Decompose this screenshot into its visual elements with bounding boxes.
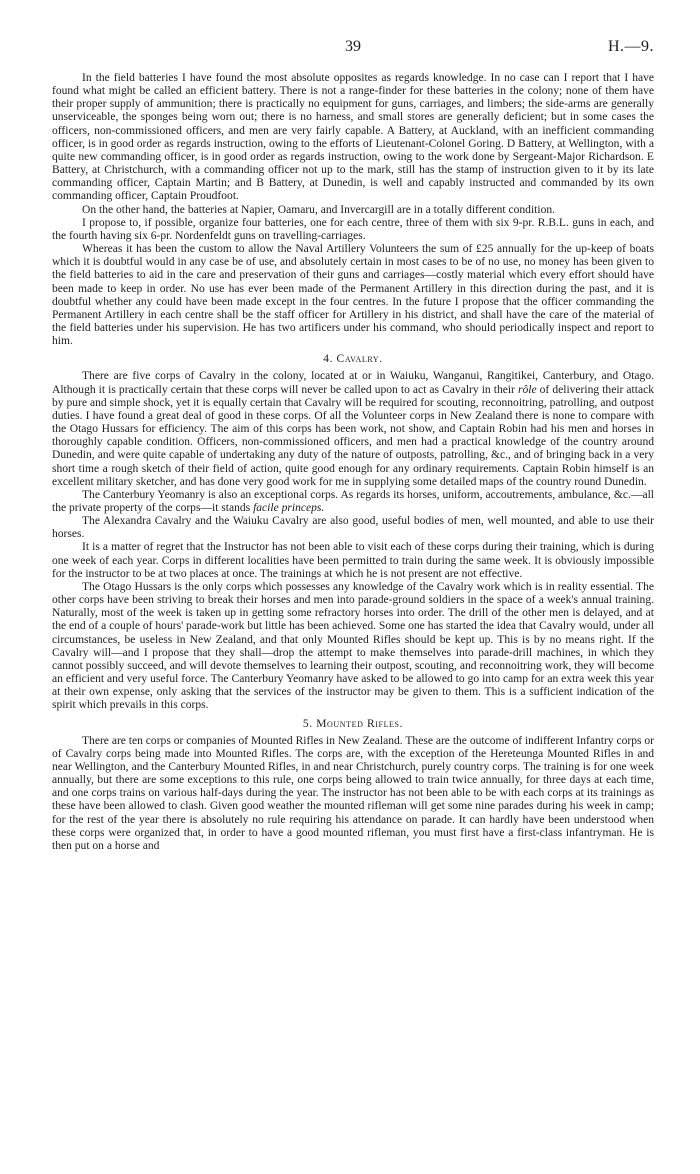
yeomanry-text: The Canterbury Yeomanry is also an exceptional corps. As regards its horses, uniform, accoutrements, ambulance, &c.—all the private property of the corps—it stands <box>52 488 654 514</box>
paragraph-instructor-visits: It is a matter of regret that the Instructor has not been able to visit each of these corps during their training, which is during one week of each year. Corps in different localities have been permitted to train during the same week. It is obviously impossible for the instructor to be at two places at once. The trainings at which he is not present are not effective. <box>52 541 654 580</box>
paragraph-otago-hussars: The Otago Hussars is the only corps which possesses any knowledge of the Cavalry work which is in reality essential. The other corps have been striving to break their horses and men into parade-ground soldiers in the space of a week's annual training. Naturally, most of the week is taken up in getting some refractory horses into order. The drill of the other men is delayed, and at the end of a couple of hours' parade-work but little has been achieved. Some one has started the idea that Cavalry would, under all circumstances, be useless in New Zealand, and that only Mounted Rifles should be kept up. This is by no means right. If the Cavalry will—and I propose that they shall—drop the attempt to make themselves into parade-drill machines, in which they cannot possibly succeed, and will devote themselves to learning their outpost, scouting, and reconnoitring work, they will become an efficient and very useful force. The Canterbury Yeomanry have asked to be allowed to go into camp for an extra week this year at their own expense, only asking that the services of the instructor may be given to them. This is a sufficient indication of the spirit which prevails in this corps. <box>52 580 654 712</box>
section-heading-mounted-rifles: 5. Mounted Rifles. <box>302 717 404 730</box>
paragraph-cavalry-corps <box>52 370 654 488</box>
running-header <box>52 36 654 72</box>
section-heading-cavalry: 4. Cavalry. <box>323 353 383 366</box>
paragraph-field-batteries: In the field batteries I have found the most absolute opposites as regards knowledge. In no case can I report that I have found what might be called an efficient battery. There is not a range-finder for these batteries in the colony; none of them have their proper supply of ammunition; there is practically no equipment for guns, carriages, and limbers; the side-arms are generally unserviceable, the sponges being worn out; there is no harness, and small stores are generally deficient; but in some cases the officers, non-commissioned officers, and men are very fairly capable. A Battery, at Auckland, with an inefficient commanding officer, is in good order as regards instruction, owing to the efforts of Lieutenant-Colonel Goring. D Battery, at Wellington, with a quite new commanding officer, is in good order as regards instruction, owing to the work done by Sergeant-Major Richardson. E Battery, at Christchurch, with a commanding officer not up to the mark, still has the stamp of instruction given to it by its late commanding officer, Captain Martin; and B Battery, at Dunedin, is well and capably instructed and commanded by its own commanding officer, Captain Proudfoot. <box>52 72 654 203</box>
paragraph-alexandra-waiuku: The Alexandra Cavalry and the Waiuku Cavalry are also good, useful bodies of men, well mounted, and able to use their horses. <box>52 515 654 541</box>
paragraph-organize-batteries: I propose to, if possible, organize four batteries, one for each centre, three of them with six 9-pr. R.B.L. guns in each, and the fourth having six 6-pr. Nordenfeldt guns on travelling-carriages. <box>52 216 654 242</box>
document-reference: H.—9. <box>607 38 654 55</box>
cavalry-text-part-2: of delivering their attack by pure and simple shock, yet it is equally certain that Cavalry will be required for scouting, reconnoitring, patrolling, and outpost duties. I have found a great deal of good in these corps. Of all the Volunteer corps in New Zealand there is none to compare with the Otago Hussars for efficiency. The aim of this corps has been work, not show, and Captain Robin had his men and horses in thoroughly capable condition. Officers, non-commissioned officers, and men had a practical knowledge of the country around Dunedin, and were quite capable of undertaking any duty of the nature of outposts, patrolling, &c., and of bringing back in a very short time a rough sketch of their field of action, quite good enough for any ordinary requirements. Captain Robin himself is an excellent military sketcher, and has done very good work for me in supplying some detailed maps of the country round Dunedin. <box>52 383 654 488</box>
page-number: 39 <box>345 38 361 55</box>
paragraph-mounted-rifles: There are ten corps or companies of Mounted Rifles in New Zealand. These are the outcome of indifferent Infantry corps or of Cavalry corps being made into Mounted Rifles. The corps are, with the exception of the Hereteunga Mounted Rifles in and near Wellington, and the Canterbury Mounted Rifles, in and near Christchurch, purely country corps. The training is for one week annually, but there are some exceptions to this rule, one corps being allowed to train twice annually, for three days at each time, and one corps trains on various half-days during the year. The instructor has not been able to be with each corps at its trainings as these have been allowed to clash. Given good weather the mounted rifleman will get some nine parades during his week in camp; for the rest of the year there is absolutely no rule requiring his attendance on parade. It can hardly have been understood when these corps were organized that, in order to have a good mounted rifleman, you must first have a first-class infantryman. He is then put on a horse and <box>52 734 654 852</box>
paragraph-other-batteries: On the other hand, the batteries at Napier, Oamaru, and Invercargill are in a totally different condition. <box>82 203 555 216</box>
facile-princeps-italic: facile princeps. <box>253 502 325 514</box>
cavalry-text-part-1: There are five corps of Cavalry in the colony, located at or in Waiuku, Wanganui, Rangitikei, Canterbury, and Otago. Although it is practically certain that these corps will never be called upon to act as Cavalry in their <box>52 370 654 396</box>
paragraph-canterbury-yeomanry <box>52 489 654 515</box>
paragraph-upkeep: Whereas it has been the custom to allow the Naval Artillery Volunteers the sum of £25 annually for the up-keep of boats which it is doubtful would in any case be of use, and absolutely certain in most cases to be of no use, no money has been given to the field batteries to aid in the care and preservation of their guns and carriages—costly material which every effort should have been made to keep in order. No use has ever been made of the Permanent Artillery in this direction during the past, and it is doubtful whether any could have been made except in the four centres. In the future I propose that the officer commanding the Permanent Artillery in each centre shall be the staff officer for Artillery in his district, and shall have the care of the material of the field batteries under his supervision. He has two artificers under his command, who should periodically inspect and report to him. <box>52 243 654 348</box>
cavalry-role-italic: rôle <box>517 383 537 396</box>
